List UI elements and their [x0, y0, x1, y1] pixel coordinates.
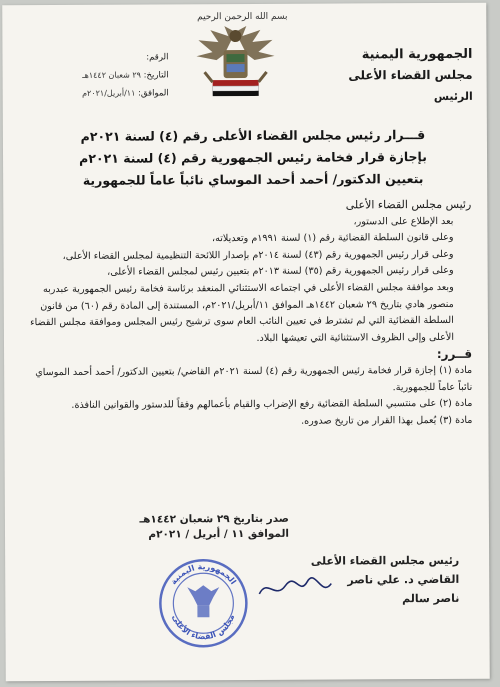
intro-line: رئيس مجلس القضاء الأعلى	[345, 197, 472, 212]
official-seal-stamp	[157, 557, 249, 649]
corresponding-date: الموافق ١١ / أبريل / ٢٠٢١م	[148, 527, 290, 541]
title-line-3: بتعيين الدكتور/ أحمد أحمد الموساي نائباً عاماً للجمهورية	[82, 171, 424, 188]
greg-label: الموافق:	[138, 88, 169, 99]
preamble-1: بعد الإطلاع على الدستور،	[353, 215, 454, 228]
council-name: مجلس القضاء الأعلى	[348, 67, 473, 83]
document-page	[2, 3, 490, 682]
issued-date: صدر بتاريخ ٢٩ شعبان ١٤٤٢هـ	[139, 512, 289, 526]
article-2: مادة (٢) على منتسبي السلطة القضائية رفع الإضراب والقيام بأعمالهم وفقاً للدستور والقوانين النافذة.	[71, 397, 473, 412]
reference-block	[20, 48, 168, 103]
decided-heading: قــرر:	[436, 347, 473, 362]
handwritten-signature	[255, 574, 335, 604]
preamble-5: وبعد موافقة مجلس القضاء الأعلى في اجتماعه الاستثنائي المنعقد برئاسة فخامة رئيس الجمهورية عبدربه منصور هادي بتاريخ ٢٩ شعبان ١٤٤٢هـ الموافق ١١/أبريل/٢٠٢١م، المستندة إلى المادة رقم (٦٠) من قانون السلطة القضائية التي لم تشترط في تعيين النائب العام سوى ترشيح رئيس المجلس وموافقة مجلس القضاء الأعلى وإلى الظروف الاستثنائية التي تعيشها البلاد.	[30, 281, 455, 344]
title-line-1: قـــرار رئيس مجلس القضاء الأعلى رقم (٤) لسنة ٢٠٢١م	[80, 127, 426, 144]
date-label: التاريخ:	[143, 70, 169, 81]
republic-name: الجمهورية اليمنية	[361, 46, 473, 63]
date-value: ٢٩ شعبان ١٤٤٢هـ	[82, 70, 141, 80]
decision-body	[19, 197, 472, 432]
svg-text:مجلس القضاء الأعلى	[171, 613, 237, 642]
ref-label: الرقم:	[146, 52, 169, 63]
greg-date-row	[21, 84, 169, 103]
office-name: الرئيس	[433, 89, 473, 104]
signatory-name-2: ناصر سالم	[402, 591, 460, 606]
title-line-2: بإجازة قرار فخامة رئيس الجمهورية رقم (٤) لسنة ٢٠٢١م	[79, 149, 427, 166]
seal-bottom-text: مجلس القضاء الأعلى	[170, 613, 237, 642]
date-row	[21, 66, 169, 85]
preamble-2: وعلى قانون السلطة القضائية رقم (١) لسنة ١٩٩١م وتعديلاته،	[211, 232, 454, 245]
preamble-3: وعلى قرار رئيس الجمهورية رقم (٤٣) لسنة ٢٠١٤م بإصدار اللائحة التنظيمية لمجلس القضاء الأعلى،	[62, 248, 454, 262]
issue-date-block	[139, 512, 289, 543]
article-3: مادة (٣) يُعمل بهذا القرار من تاريخ صدوره.	[301, 414, 473, 427]
letterhead-right	[322, 47, 472, 104]
basmala: بسم الله الرحمن الرحيم	[197, 11, 288, 23]
preamble-4: وعلى قرار رئيس الجمهورية رقم (٣٥) لسنة ٢٠١٣م بتعيين رئيس لمجلس القضاء الأعلى،	[107, 265, 454, 279]
signatory-title: رئيس مجلس القضاء الأعلى	[310, 553, 460, 568]
svg-text:الجمهورية اليمنية	[169, 562, 238, 587]
ref-row	[20, 48, 168, 67]
article-1: مادة (١) إجازة قرار فخامة رئيس الجمهورية رقم (٤) لسنة ٢٠٢١م القاضي/ بتعيين الدكتور/ أحمد أحمد الموساي نائباً عاماً للجمهورية.	[35, 364, 473, 393]
seal-top-text: الجمهورية اليمنية	[168, 562, 238, 587]
greg-value: ١١/أبريل/٢٠٢١م	[82, 88, 136, 98]
signatory-name-1: القاضي د. علي ناصر	[347, 572, 460, 587]
yemen-eagle-emblem	[190, 24, 280, 102]
